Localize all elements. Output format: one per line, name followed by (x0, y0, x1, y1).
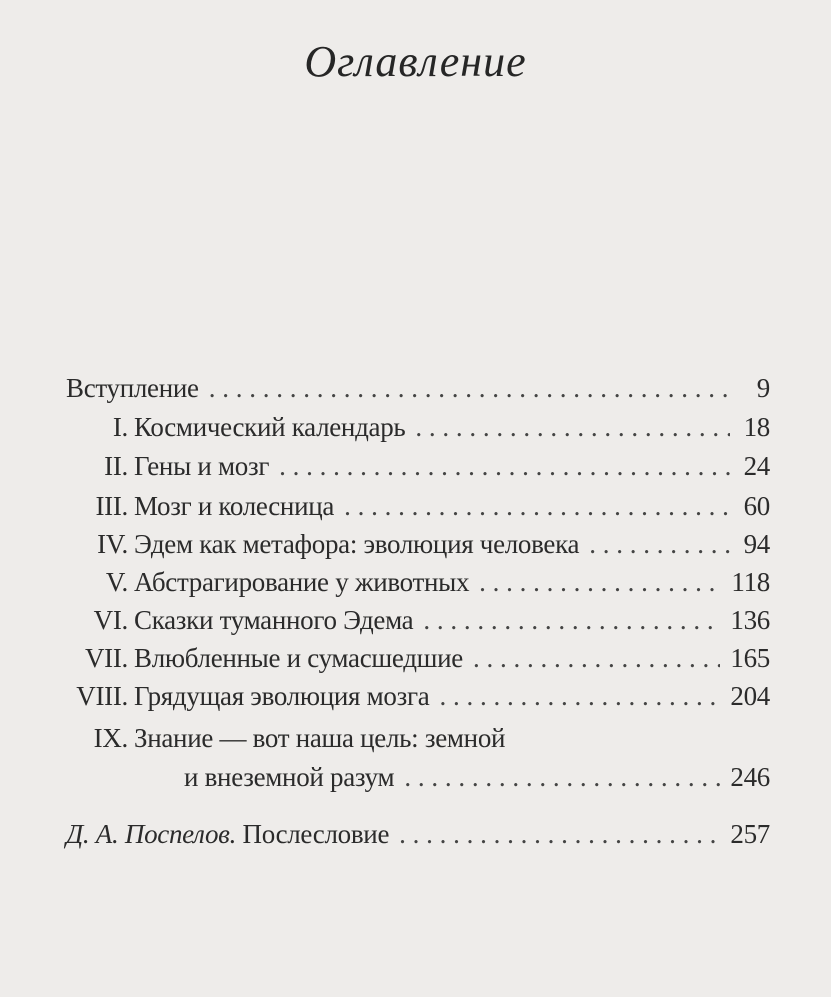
toc-entry-chapter-3[interactable] (66, 490, 770, 522)
page-number: 60 (743, 491, 770, 521)
dot-leader (439, 680, 720, 712)
entry-label: Гены и мозг (134, 451, 270, 481)
chapter-number: III. (95, 491, 128, 521)
entry-label: Влюбленные и сумасшедшие (134, 643, 463, 673)
toc-entry-chapter-7[interactable] (66, 642, 770, 674)
page-number: 136 (730, 605, 770, 635)
chapter-number: V. (105, 567, 128, 597)
entry-label: Космический календарь (134, 412, 406, 442)
entry-label-continued: и внеземной разум (184, 762, 395, 792)
chapter-number: II. (104, 451, 128, 481)
entry-label: Сказки туманного Эдема (134, 605, 414, 635)
entry-label: Абстрагирование у животных (134, 567, 470, 597)
dot-leader (423, 604, 720, 636)
dot-leader (279, 450, 730, 482)
dot-leader (415, 411, 730, 443)
toc-entry-chapter-2[interactable] (66, 450, 770, 482)
dot-leader (344, 490, 730, 522)
chapter-number: IX. (93, 723, 128, 753)
page-number: 118 (731, 567, 770, 597)
page-title: Оглавление (304, 37, 527, 86)
toc-entry-chapter-6[interactable] (66, 604, 770, 636)
entry-label: Мозг и колесница (134, 491, 335, 521)
page-number: 204 (730, 681, 770, 711)
chapter-number: IV. (97, 529, 128, 559)
dot-leader (473, 642, 720, 674)
chapter-number: VI. (93, 605, 128, 635)
page-number: 246 (730, 762, 770, 792)
page-number: 165 (730, 643, 770, 673)
afterword-label: Послесловие (242, 819, 390, 849)
page-number: 94 (743, 529, 770, 559)
toc-entry-introduction[interactable] (66, 372, 770, 404)
page-number: 18 (743, 412, 770, 442)
toc-entry-afterword[interactable] (66, 818, 770, 850)
toc-entry-chapter-4[interactable] (66, 528, 770, 560)
dot-leader (399, 818, 720, 850)
chapter-number: VII. (84, 643, 128, 673)
toc-entry-chapter-5[interactable] (66, 566, 770, 598)
entry-label: Знание — вот наша цель: земной (134, 723, 506, 753)
dot-leader (209, 372, 730, 404)
page-number: 9 (756, 373, 770, 403)
afterword-author: Д. А. Поспелов. (66, 819, 237, 849)
chapter-number: I. (112, 412, 128, 442)
dot-leader (404, 761, 720, 793)
page-number: 24 (743, 451, 770, 481)
page-number: 257 (730, 819, 770, 849)
entry-label (66, 818, 389, 850)
entry-label: Грядущая эволюция мозга (134, 681, 430, 711)
entry-label: Эдем как метафора: эволюция человека (134, 529, 580, 559)
entry-label: Вступление (66, 373, 199, 403)
dot-leader (479, 566, 721, 598)
toc-entry-chapter-8[interactable] (66, 680, 770, 712)
toc-entry-chapter-1[interactable] (66, 411, 770, 443)
dot-leader (589, 528, 730, 560)
toc-entry-chapter-9[interactable] (66, 722, 770, 754)
chapter-number: VIII. (76, 681, 128, 711)
toc-entry-chapter-9-continued[interactable] (66, 761, 770, 793)
